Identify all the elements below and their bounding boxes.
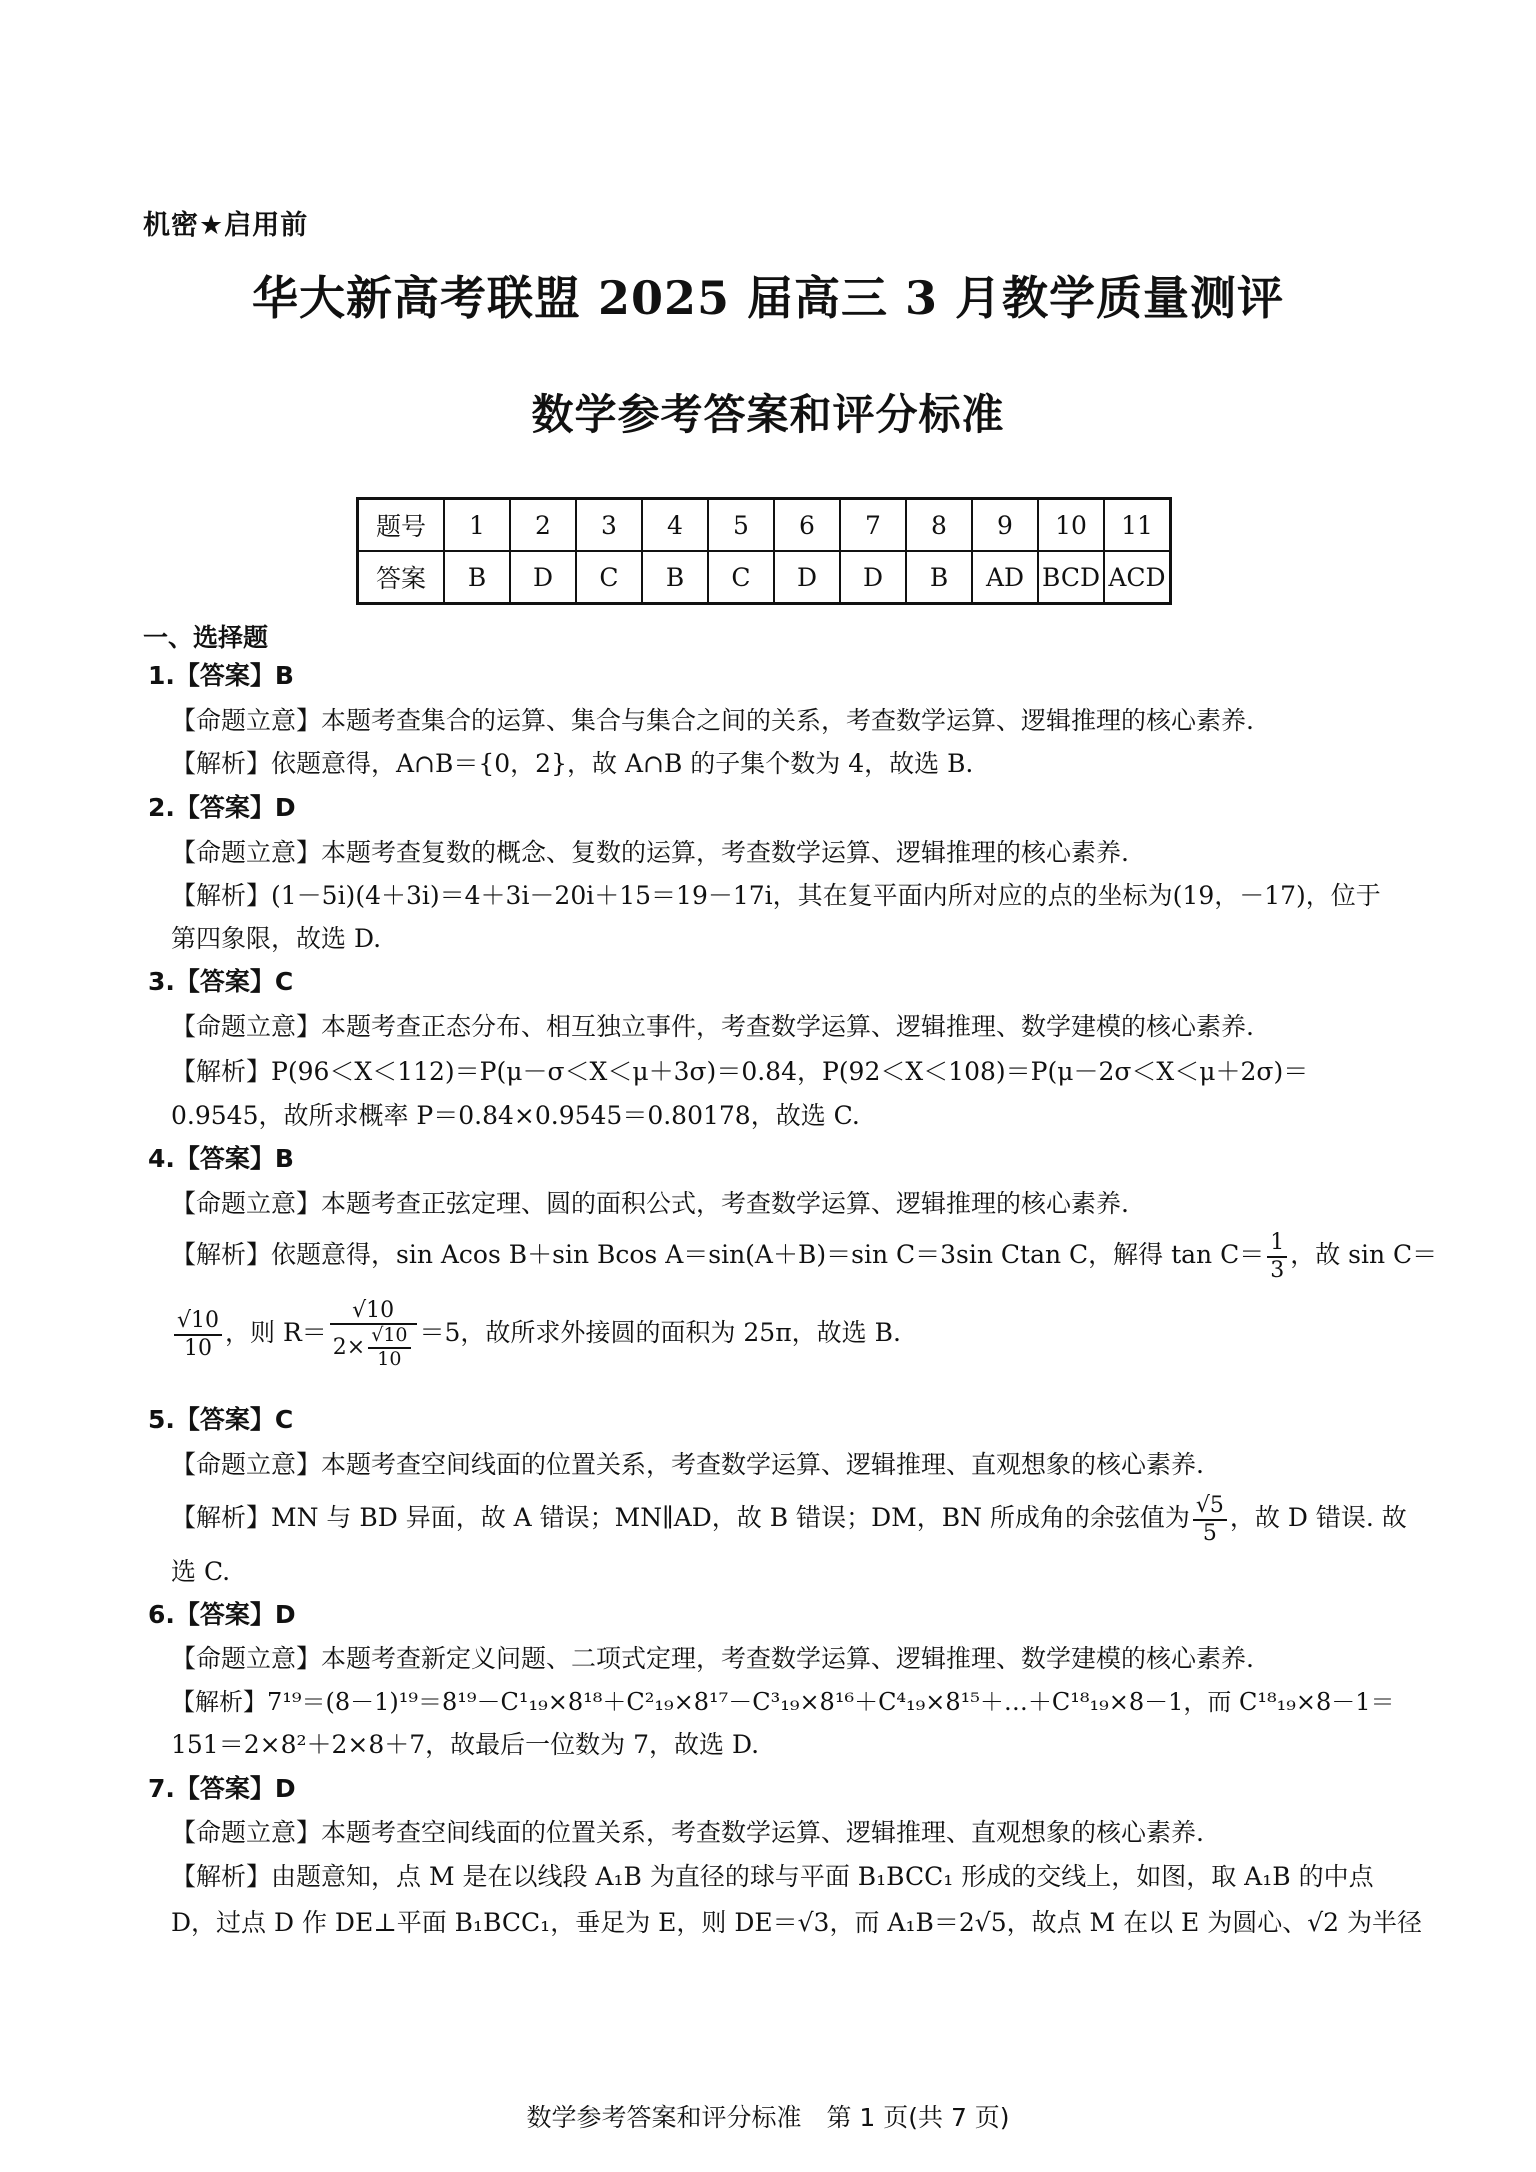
- q2-intent: 【命题立意】本题考查复数的概念、复数的运算，考查数学运算、逻辑推理的核心素养.: [171, 838, 1129, 867]
- table-cell: 11: [1104, 499, 1171, 552]
- q3-analysis-line1: 【解析】P(96＜X＜112)＝P(μ－σ＜X＜μ＋3σ)＝0.84，P(92＜X＜108)＝P(μ－2σ＜X＜μ＋2σ)＝: [171, 1057, 1309, 1086]
- fraction-numerator: 1: [1267, 1230, 1287, 1257]
- table-cell: 9: [972, 499, 1038, 552]
- q7-answer: 7.【答案】D: [148, 1774, 296, 1803]
- q4-analysis-line2: [171, 1296, 901, 1371]
- table-cell: AD: [972, 551, 1038, 604]
- q3-intent: 【命题立意】本题考查正态分布、相互独立事件，考查数学运算、逻辑推理、数学建模的核心素养.: [171, 1012, 1254, 1041]
- fraction-numerator: √10: [368, 1325, 410, 1349]
- q7-intent: 【命题立意】本题考查空间线面的位置关系，考查数学运算、逻辑推理、直观想象的核心素养.: [171, 1818, 1204, 1847]
- q4-analysis-text: ，故 sin C＝: [1290, 1240, 1438, 1269]
- table-cell: D: [774, 551, 840, 604]
- table-cell: 6: [774, 499, 840, 552]
- fraction: [368, 1325, 410, 1371]
- table-header-cell: 答案: [358, 551, 445, 604]
- answer-table-number-row: [358, 499, 1171, 552]
- q2-analysis-line1: 【解析】(1－5i)(4＋3i)＝4＋3i－20i＋15＝19－17i，其在复平面内所对应的点的坐标为(19，－17)，位于: [171, 881, 1381, 910]
- table-cell: 10: [1038, 499, 1104, 552]
- q5-analysis-line1: [171, 1490, 1407, 1546]
- q6-analysis-line2: 151＝2×8²＋2×8＋7，故最后一位数为 7，故选 D.: [171, 1730, 760, 1759]
- q4-analysis-line1: [171, 1228, 1437, 1283]
- table-cell: D: [510, 551, 576, 604]
- fraction-denominator: [330, 1325, 417, 1371]
- q5-answer: 5.【答案】C: [148, 1405, 294, 1434]
- q4-answer: 4.【答案】B: [148, 1144, 294, 1173]
- q3-answer: 3.【答案】C: [148, 967, 294, 996]
- fraction-numerator: √10: [174, 1308, 222, 1335]
- q4-analysis-text: ，则 R＝: [225, 1318, 327, 1347]
- document-subtitle: 数学参考答案和评分标准: [531, 390, 1005, 439]
- table-cell: 4: [642, 499, 708, 552]
- table-cell: C: [708, 551, 774, 604]
- fraction-numerator: √10: [330, 1298, 417, 1325]
- q1-analysis: 【解析】依题意得，A∩B＝{0，2}，故 A∩B 的子集个数为 4，故选 B.: [171, 749, 974, 778]
- q2-analysis-line2: 第四象限，故选 D.: [171, 924, 382, 953]
- table-cell: BCD: [1038, 551, 1104, 604]
- exam-title: 华大新高考联盟 2025 届高三 3 月教学质量测评: [251, 271, 1285, 325]
- q6-analysis-line1: 【解析】7¹⁹＝(8－1)¹⁹＝8¹⁹－C¹₁₉×8¹⁸＋C²₁₉×8¹⁷－C³₁₉×8¹⁶＋C⁴₁₉×8¹⁵＋…＋C¹⁸₁₉×8－1，而 C¹⁸₁₉×8－1＝: [171, 1688, 1395, 1716]
- table-cell: 2: [510, 499, 576, 552]
- table-cell: ACD: [1104, 551, 1171, 604]
- fraction: [330, 1298, 417, 1371]
- q7-analysis-line2: D，过点 D 作 DE⊥平面 B₁BCC₁，垂足为 E，则 DE＝√3，而 A₁B＝2√5，故点 M 在以 E 为圆心、√2 为半径: [171, 1908, 1423, 1937]
- table-cell: D: [840, 551, 906, 604]
- table-cell: 1: [444, 499, 510, 552]
- q4-analysis-text: 【解析】依题意得，sin Acos B＋sin Bcos A＝sin(A＋B)＝sin C＝3sin Ctan C，解得 tan C＝: [171, 1240, 1265, 1269]
- page-footer: 数学参考答案和评分标准 第 1 页(共 7 页): [526, 2103, 1010, 2132]
- table-header-cell: 题号: [358, 499, 445, 552]
- table-cell: B: [444, 551, 510, 604]
- section-title: 一、选择题: [143, 623, 269, 652]
- table-cell: C: [576, 551, 642, 604]
- q3-analysis-line2: 0.9545，故所求概率 P＝0.84×0.9545＝0.80178，故选 C.: [171, 1101, 860, 1130]
- answer-table: [356, 497, 1172, 605]
- q6-answer: 6.【答案】D: [148, 1600, 296, 1629]
- table-cell: B: [906, 551, 972, 604]
- fraction: [1193, 1493, 1227, 1546]
- table-cell: 3: [576, 499, 642, 552]
- table-cell: 8: [906, 499, 972, 552]
- q4-analysis-text: ＝5，故所求外接圆的面积为 25π，故选 B.: [419, 1318, 901, 1347]
- table-cell: 7: [840, 499, 906, 552]
- q1-intent: 【命题立意】本题考查集合的运算、集合与集合之间的关系，考查数学运算、逻辑推理的核心素养.: [171, 706, 1254, 735]
- q1-answer: 1.【答案】B: [148, 661, 294, 690]
- q4-intent: 【命题立意】本题考查正弦定理、圆的面积公式，考查数学运算、逻辑推理的核心素养.: [171, 1189, 1129, 1218]
- fraction: [174, 1308, 222, 1361]
- answer-table-answer-row: [358, 551, 1171, 604]
- q7-analysis-line1: 【解析】由题意知，点 M 是在以线段 A₁B 为直径的球与平面 B₁BCC₁ 形成的交线上，如图，取 A₁B 的中点: [171, 1862, 1374, 1891]
- fraction-denominator: 3: [1270, 1257, 1285, 1283]
- q5-intent: 【命题立意】本题考查空间线面的位置关系，考查数学运算、逻辑推理、直观想象的核心素养.: [171, 1450, 1204, 1479]
- q6-intent: 【命题立意】本题考查新定义问题、二项式定理，考查数学运算、逻辑推理、数学建模的核心素养.: [171, 1644, 1254, 1673]
- fraction-denominator: 10: [377, 1348, 402, 1371]
- q5-analysis-line2: 选 C.: [171, 1557, 231, 1586]
- q2-answer: 2.【答案】D: [148, 793, 296, 822]
- fraction-denominator: 10: [184, 1335, 212, 1361]
- q5-analysis-text: 【解析】MN 与 BD 异面，故 A 错误；MN∥AD，故 B 错误；DM，BN 所成角的余弦值为: [171, 1503, 1190, 1532]
- fraction-prefix: 2×: [332, 1335, 366, 1361]
- fraction-denominator: 5: [1202, 1520, 1217, 1546]
- table-cell: 5: [708, 499, 774, 552]
- confidential-label: 机密★启用前: [143, 210, 309, 241]
- fraction: [1267, 1230, 1287, 1283]
- q5-analysis-text: ，故 D 错误. 故: [1229, 1503, 1407, 1532]
- table-cell: B: [642, 551, 708, 604]
- fraction-numerator: √5: [1193, 1493, 1227, 1520]
